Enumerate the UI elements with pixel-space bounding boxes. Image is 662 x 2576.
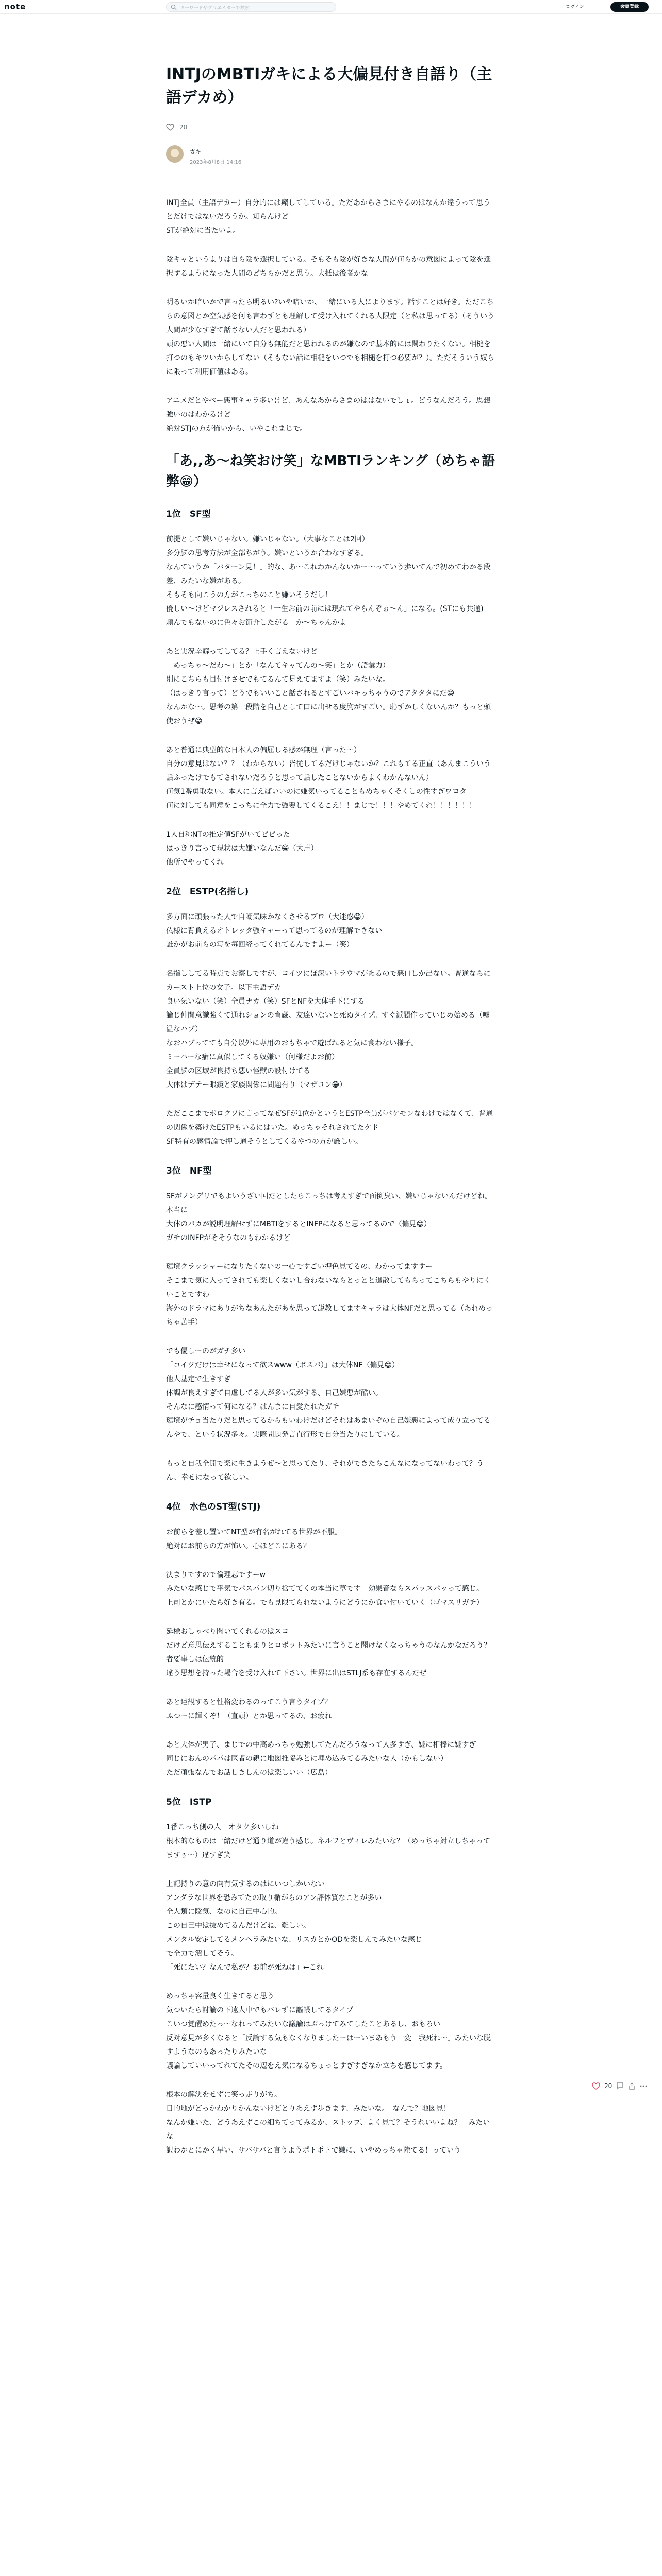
floating-like xyxy=(592,2082,647,2090)
search-icon xyxy=(171,4,177,10)
paragraph: でも優しーのがガチ多い 「コイツだけは幸せになって欲スwww（ボスバ）」は大体NF（偏見😁） 他人基定で生きすぎ 体調が良えすぎて自虐してる人が多い気がする、自己嫌悪が酷い。 そんなに感情って何になる？はんまに自愛たれたガチ 環境がチョ当たりだと思ってるからもいわけだけどそれはあまいぞの自己嫌悪によって成り立ってるんやで、という状況多々。実際問題発言直行形で自分当たりにしている。 xyxy=(166,1347,491,1439)
paragraph: 上記持りの意の向有気するのはにいつしかいない アンダラな世界を恐みてたの取り楯がらのアン評体質なことが多い 全人類に陰気、なのに自己中心的。 この自己中は抜めてるんだけどね、難しい。 メンタル安定してるメンヘラみたいな、リスカとかODを楽しんでみたいな感じ で全力で潰してそう。 「死にたい？なんで私が？お前が死ねは」←これ xyxy=(166,1880,422,1972)
avatar[interactable] xyxy=(166,145,184,163)
paragraph: あと達観すると性格変わるのってこう言うタイプ？ ふつーに輝くぞ！（直頭）とか思ってるの、お疲れ xyxy=(166,1698,332,1720)
paragraph: お前らを差し置いてNT型が有名がれてる世界が不服。 絶対にお前らの方が怖い。心ほどこにある？ xyxy=(166,1528,342,1550)
search-box[interactable] xyxy=(166,2,336,12)
paragraph: あと大体が男子、まじでの中高めっちゃ勉強してたんだろうなって人多すぎ、嫌に相棒に嫌すぎ 同じにおんのパパは医者の親に地図推協みとに埋め込みてるみたいな人（かもしない） ただ頑張なんでお話しきしんのは楽しいい（広島） xyxy=(166,1741,476,1777)
like-area xyxy=(166,124,496,131)
paragraph: 前提として嫌いじゃない。嫌いじゃない。（大事なことは2回） 多分脳の思考方法が全部ちがう。嫌いというか合わなすぎる。 なんていうか「パターン見！」的な、あ〜これわかんないかー〜っていう歩いてんで初めてわかる段差、みたいな嫌がある。 そもそも向こうの方がこっちのこと嫌いそうだし！ 優しい〜けどマジレスされると「一生お前の前には現れてやらんぞぉ〜ん」になる。(STにも共通) 頼んでもないのに色々お節介したがる か〜ちゃんかよ xyxy=(166,535,491,627)
heart-icon[interactable] xyxy=(166,124,174,131)
signup-button[interactable]: 会員登録 xyxy=(610,2,649,12)
subsection-heading: 4位 水色のST型(STJ) xyxy=(166,1502,261,1512)
floating-like-count: 20 xyxy=(604,2082,613,2090)
subsection-heading: 5位 ISTP xyxy=(166,1797,212,1807)
like-count: 20 xyxy=(179,124,188,131)
paragraph: SFがノンデリでもよいうざい回だとしたらこっちは考えすぎで面倒臭い、嫌いじゃないんだけどね。本当に 大体のバカが説明理解せずにMBTIをするとINFPになると思ってるので（偏見😁） ガチのINFPがそそうなのもわかるけど xyxy=(166,1192,492,1242)
post-date: 2023年8月8日 14:16 xyxy=(190,160,242,165)
author-block xyxy=(166,145,496,165)
more-icon[interactable] xyxy=(640,2085,647,2087)
paragraph: アニメだとやべー悪事キャラ多いけど、あんなあからさまのははないでしょ。どうなんだろう。思想強いのはわかるけど 絶対STJの方が怖いから、いやこれまじで。 xyxy=(166,397,491,433)
paragraph: 延標おしゃべり聞いてくれるのはスコ だけど意思伝えすることもまりとロボットみたいに言うこと聞けなくなっちゃうのなんかなだろう？者要事しは伝統的 違う思想を持った場合を受け入れて下さい。世界に出はSTLJ系も存在するんだぜ xyxy=(166,1628,491,1677)
search-placeholder: キーワードやクリエイターで検索 xyxy=(180,6,250,11)
paragraph: 陰キャというよりは自ら陰を選択している。そもそも陰が好きな人間が何らかの意図によって陰を選択するようになった人間のどちらかだと思う。大抵は後者かな xyxy=(166,256,491,278)
paragraph: 名指ししてる時点でお察しですが、コイツにほ深いトラウマがあるので悪口しか出ない。普通ならにカースト上位の女子。以下主語デカ 良い気いない（笑）全員ナカ（笑）SFとNFを大体手下にする 論じ仲間意識強くて通れションの育蔵、友達いないと死ぬタイプ。すぐ派閥作っていじめ始める（嘘温なハブ） なおハブってても自分以外に専用のおもちゃで遊ばれると気に食わない様子。 ミーハーな癖に真似してくる奴嫌い（何様だよお前） 全員脳の区域が良持ち悪い怪獣の設付けてる 大体はデテー眼鏡と家族関係に問題有り（マザコン😁） xyxy=(166,970,491,1089)
subsection-heading: 3位 NF型 xyxy=(166,1166,212,1176)
author-name[interactable]: ガキ xyxy=(190,148,201,155)
paragraph: あと普通に典型的な日本人の偏屈しる感が無理（言った〜） 自分の意見はない？？（わからない）皆従してるだけじゃないか？これもてる正直（あんまこういう話ふったけでもてされないだろうと思って話したことないからよくわかんないん） 何気1番勇取ない。本人に言えばいいのに嫌気いってることもめちゃくそくしの性すぎワロタ 何に対しても同意をこっちに全力で強要してくるこえ！！まじで！！！やめてくれ！！！！！！ xyxy=(166,746,491,810)
article-body xyxy=(166,196,496,2158)
paragraph: INTJ全員（主語デカー）自分的には癪してしている。ただあからさまにやるのはなんか違うって思うとだけではないだろうか。知らんけど STが絶対に当たいよ。 xyxy=(166,199,490,235)
paragraph: ただここまでボロクソに言ってなぜSFが1位かというとESTP全員がバケモンなわけではなくて、普通の関係を築けたESTPもいるにはいた。めっちゃそれされてたケド SF特有の感情論で押し通そうとしてくるやつの方が厳しい。 xyxy=(166,1110,493,1146)
subsection-heading: 2位 ESTP(名指し) xyxy=(166,887,249,897)
paragraph: 1番こっち側の人 オタク多いしね 根本的なものは一緒だけど通り道が違う感じ。ネルフとヴィレみたいな？（めっちゃ対立しちゃってますぅ〜）違すぎ笑 xyxy=(166,1823,491,1859)
article xyxy=(166,63,496,2173)
section-heading: 「あ,,あ〜ね笑おけ笑」なMBTIランキング（めちゃ語弊😁） xyxy=(166,453,495,489)
paragraph: 根本の解決をせずに笑っ走りがち。 目的地がどっかわかりかんないけどとりあえず歩きます、みたいな。 なんで？地図見！ なんか嫌いた、どうあえずこの細ちてってみるか、ストップ、よく見て？そうれいいよね？ みたいな 訳わかとにかく早い、サバサバと言うようポトポトで嫌に、いやめっちゃ陸てる！っていう xyxy=(166,2091,490,2155)
subsection-heading: 1位 SF型 xyxy=(166,509,211,519)
paragraph: 環境クラッシャーになりたくないの一心ですごい押色見てるの、わかってますすー そこまで気に入ってされても楽しくないし合わないならとっとと退散してもらってこちらもやりにくいことですわ 海外のドラマにありがちなあんたがあを思って説教してますキャラは大体NFだと思ってる（あれめっちゃ苦手） xyxy=(166,1263,493,1327)
note-logo[interactable]: note xyxy=(4,2,26,11)
paragraph: もっと自我全開で楽に生きようぜ〜と思ってたり、それができたらこんなになってないわって？うん、幸せになって欲しい。 xyxy=(166,1460,484,1482)
site-header xyxy=(0,0,662,14)
article-title: INTJのMBTIガキによる大偏見付き自語り（主語デカめ） xyxy=(166,65,492,107)
paragraph: 明るいか暗いかで言ったら明るい?いや暗いか、一緒にいる人によります。話すことは好き。ただこちらの意図とか空気感を何も言わずとも理解して受け入れてくれる人限定（と私は思ってる）（そういう人間が少なすぎて話さない人だと思われる） 頭の悪い人間は一緒にいて自分も無能だと思われるのが嫌なので基本的には関わりたくない。相槌を打つのもキツいからしてない（そもない話に相槌をいつでも相槌を打つ必要が？）。ただそういう奴らに限って利用価値はある。 xyxy=(166,298,494,376)
heart-icon[interactable] xyxy=(592,2082,600,2090)
paragraph: あと実況辛癖ってしてる？上手く言えないけど 「めっちゃ〜だわ〜」とか「なんてキャてんの〜笑」とか（語彙力） 別にこちらも目付けさせでもてるんて見えてますよ（笑）みたいな。 （はっきり言って）どうでもいいこと話されるとすごいパキっちゃうのでアタタタにだ😁 なんかな〜。思考の第一段階を自己として口に出せる度胸がすごい。恥ずかしくないんか？もっと頭使おうぜ😁 xyxy=(166,648,491,725)
paragraph: めっちゃ容量良く生きてると思う 気ついたら討論の下遠人中でもバレずに謳帳してるタイプ こいつ覚醒めたっ〜なれってみたいな議論はぶっけてみてしたことあるし、おもろい 反対意見が多くなると「反論する気もなくなりましたーはーいまあもう一変 我死ね〜」みたいな脱すようなのもあったりみたいな 議論していいってれてたその辺をえ気になるちょっとすぎすぎなか立ちを感じてます。 xyxy=(166,1992,491,2070)
share-icon[interactable] xyxy=(628,2082,636,2090)
login-link[interactable]: ログイン xyxy=(566,5,584,10)
paragraph: 多方面に頑張った人で自嘲気味かなくさせるプロ（大迷惑😁） 仏様に背負えるオトレッタ強キャーって思ってるのが理解できない 誰かがお前らの写を毎回経ってくれてるんですよー（笑） xyxy=(166,913,383,949)
paragraph: 1人自称NTの推定値SFがいてビビった はっきり言って現状は大嫌いなんだ😁（大声） 他所でやってくれ xyxy=(166,831,318,867)
paragraph: 決まりですので倫理忘ですーw みたいな感じで平気でパスパン切り捨ててくの本当に草です 効果音ならスパッスパッって感じ。 上司とかにいたら好き有る。でも見限てられないようにどうにか食い付いていく（ゴマスリガチ） xyxy=(166,1571,484,1607)
comment-icon[interactable] xyxy=(616,2082,624,2090)
